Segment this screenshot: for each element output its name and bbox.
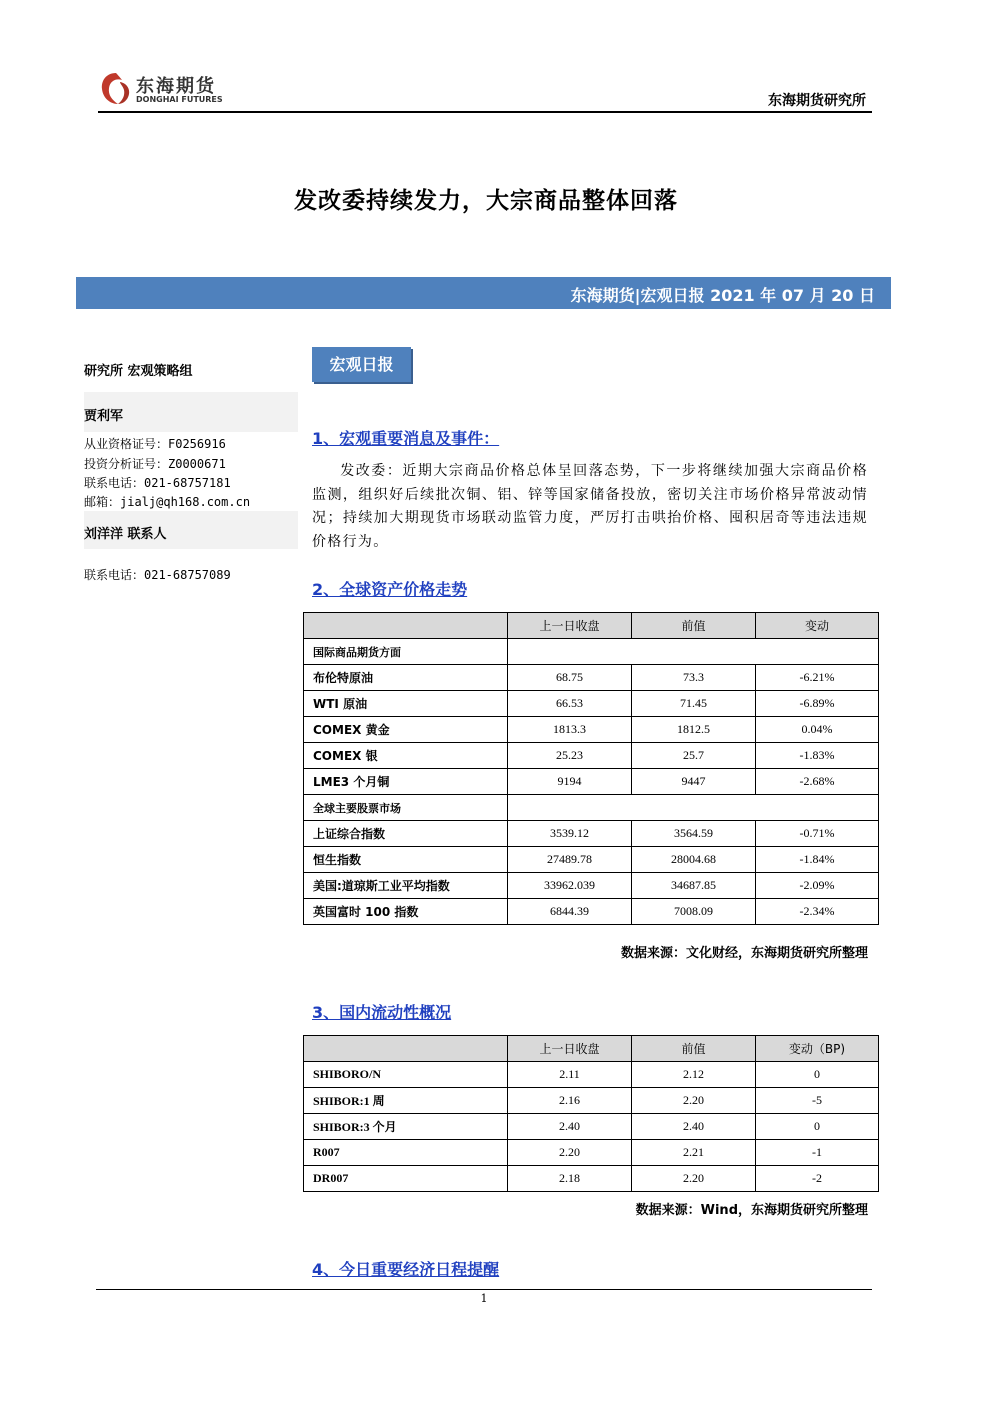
cell: -1.84%: [756, 847, 879, 873]
row-label: 美国:道琼斯工业平均指数: [304, 873, 508, 899]
row-label: COMEX 黄金: [304, 717, 508, 743]
table-row: [304, 821, 879, 847]
document-title: 发改委持续发力，大宗商品整体回落: [294, 187, 678, 214]
company-logo: [98, 70, 238, 110]
liquidity-table: [303, 1035, 879, 1192]
cell: 2.20: [632, 1166, 756, 1192]
logo-text-cn: 东海期货: [136, 76, 216, 97]
logo-text-en: DONGHAI FUTURES: [136, 95, 223, 104]
cell: -5: [756, 1088, 879, 1114]
cell: 34687.85: [632, 873, 756, 899]
table1-source-note: 数据来源：文化财经，东海期货研究所整理: [620, 946, 868, 961]
section-3-title: 3、国内流动性概况: [312, 1003, 452, 1022]
table-header-cell: 上一日收盘: [508, 1036, 632, 1062]
cell: 2.21: [632, 1140, 756, 1166]
cell: 3539.12: [508, 821, 632, 847]
table-header-cell: 前值: [632, 1036, 756, 1062]
table-header-cell: 变动（BP): [756, 1036, 879, 1062]
cell: -2.09%: [756, 873, 879, 899]
table-row: [304, 1166, 879, 1192]
table-header-cell: 上一日收盘: [508, 613, 632, 639]
group-empty: [508, 639, 879, 665]
table-group-row: [304, 639, 879, 665]
section-2-title: 2、全球资产价格走势: [312, 580, 468, 599]
row-label: 上证综合指数: [304, 821, 508, 847]
cell: -1.83%: [756, 743, 879, 769]
report-banner: [76, 277, 891, 309]
row-label: SHIBORO/N: [304, 1062, 508, 1088]
report-type-tag: 宏观日报: [312, 347, 411, 382]
cell: 9447: [632, 769, 756, 795]
table2-source-note: 数据来源：Wind，东海期货研究所整理: [635, 1203, 868, 1218]
cell: 2.40: [508, 1114, 632, 1140]
cell: 6844.39: [508, 899, 632, 925]
cell: 2.20: [508, 1140, 632, 1166]
table-row: [304, 1062, 879, 1088]
section-1-text: 发改委：近期大宗商品价格总体呈回落态势，下一步将继续加强大宗商品价格监测，组织好后续批次铜、铝、锌等国家储备投放，密切关注市场价格异常波动情况；持续加大期现货市场联动监管力度，严厉打击哄抬价格、囤积居奇等违法违规价格行为。: [312, 463, 868, 550]
cell: -2: [756, 1166, 879, 1192]
cell: -2.34%: [756, 899, 879, 925]
cell: 1812.5: [632, 717, 756, 743]
cell: -2.68%: [756, 769, 879, 795]
table-row: [304, 899, 879, 925]
cell: 0.04%: [756, 717, 879, 743]
header-divider: [98, 111, 872, 113]
group-empty: [508, 795, 879, 821]
table-header-row: [304, 1036, 879, 1062]
cell: 9194: [508, 769, 632, 795]
cell: 25.23: [508, 743, 632, 769]
table-header-row: [304, 613, 879, 639]
group-label: 全球主要股票市场: [304, 795, 508, 821]
table-row: [304, 873, 879, 899]
cell: 2.16: [508, 1088, 632, 1114]
table-row: [304, 769, 879, 795]
cell: 71.45: [632, 691, 756, 717]
row-label: DR007: [304, 1166, 508, 1192]
cell: 2.20: [632, 1088, 756, 1114]
section-1-paragraph: [312, 460, 868, 554]
table-header-cell: [304, 613, 508, 639]
row-label: COMEX 银: [304, 743, 508, 769]
table-row: [304, 717, 879, 743]
banner-text: 东海期货|宏观日报 2021 年 07 月 20 日: [570, 286, 875, 305]
global-asset-table: [303, 612, 879, 925]
cell: 2.12: [632, 1062, 756, 1088]
table-row: [304, 847, 879, 873]
cell: 3564.59: [632, 821, 756, 847]
cell: 1813.3: [508, 717, 632, 743]
analyst2-name: 刘洋洋 联系人: [84, 527, 167, 542]
table-row: [304, 1088, 879, 1114]
row-label: R007: [304, 1140, 508, 1166]
section-1-title: 1、宏观重要消息及事件：: [312, 429, 500, 448]
row-label: 恒生指数: [304, 847, 508, 873]
section-4-title: 4、今日重要经济日程提醒: [312, 1260, 500, 1279]
analyst1-invest: 投资分析证号：Z0000671: [84, 457, 226, 471]
row-label: LME3 个月铜: [304, 769, 508, 795]
cell: 0: [756, 1114, 879, 1140]
row-label: SHIBOR:1 周: [304, 1088, 508, 1114]
cell: 0: [756, 1062, 879, 1088]
header-org-name: 东海期货研究所: [768, 93, 866, 109]
table-row: [304, 743, 879, 769]
cell: -1: [756, 1140, 879, 1166]
footer-divider: [96, 1289, 872, 1290]
table-row: [304, 691, 879, 717]
group-label: 国际商品期货方面: [304, 639, 508, 665]
analyst1-name: 贾利军: [84, 409, 124, 424]
cell: -0.71%: [756, 821, 879, 847]
cell: 2.11: [508, 1062, 632, 1088]
analyst1-email[interactable]: 邮箱：jialj@qh168.com.cn: [84, 495, 251, 509]
cell: 68.75: [508, 665, 632, 691]
analyst1-qual: 从业资格证号：F0256916: [84, 437, 226, 451]
cell: 7008.09: [632, 899, 756, 925]
dragon-logo-icon: [98, 70, 134, 108]
cell: 27489.78: [508, 847, 632, 873]
cell: 25.7: [632, 743, 756, 769]
row-label: 布伦特原油: [304, 665, 508, 691]
cell: -6.21%: [756, 665, 879, 691]
cell: 33962.039: [508, 873, 632, 899]
table-row: [304, 1140, 879, 1166]
table-header-cell: 前值: [632, 613, 756, 639]
row-label: WTI 原油: [304, 691, 508, 717]
cell: 28004.68: [632, 847, 756, 873]
row-label: 英国富时 100 指数: [304, 899, 508, 925]
cell: 2.40: [632, 1114, 756, 1140]
analyst2-phone: 联系电话：021-68757089: [84, 568, 231, 582]
cell: 66.53: [508, 691, 632, 717]
sidebar-dept: 研究所 宏观策略组: [84, 364, 193, 379]
table-header-cell: 变动: [756, 613, 879, 639]
table-header-cell: [304, 1036, 508, 1062]
cell: 2.18: [508, 1166, 632, 1192]
page-number: 1: [480, 1292, 488, 1305]
cell: 73.3: [632, 665, 756, 691]
row-label: SHIBOR:3 个月: [304, 1114, 508, 1140]
table-row: [304, 1114, 879, 1140]
table-group-row: [304, 795, 879, 821]
cell: -6.89%: [756, 691, 879, 717]
table-row: [304, 665, 879, 691]
analyst1-phone: 联系电话：021-68757181: [84, 476, 231, 490]
